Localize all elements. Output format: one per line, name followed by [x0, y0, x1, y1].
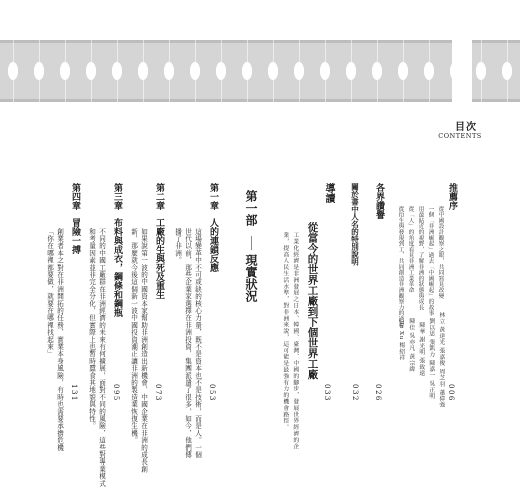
page-number: 053 — [208, 384, 216, 402]
chapter-label[interactable]: 第四章 — [70, 183, 80, 210]
foreword-credits: 劉以思 張凱力 陳嘉一 吳正明 — [427, 318, 434, 400]
chapter-summary-line: 這場變革中不可或缺的核心力量，既不是資本也不是技術，而是人。一個 — [193, 228, 202, 459]
chapter-summary-line: 新，那麼就今後這個新一波中國投資潮正讓非洲的製造業恢復生機。 — [129, 228, 138, 444]
foreword-line: 從中國設計觀察之眼，共同寫見改變 — [437, 206, 444, 299]
foreword-line: 用最貼近的視野，了解非洲的狀態與成長 — [417, 206, 424, 311]
page-title: 目次 — [455, 122, 477, 133]
toc-heading-praise[interactable]: 各界讚譽 — [374, 183, 384, 219]
foreword-credits: 陳佳 吳亦凡 黃宗緯 — [407, 318, 414, 373]
chapter-summary-line: 播了非洲。 — [173, 228, 182, 264]
chapter-title[interactable]: 冒險一搏 — [70, 218, 80, 254]
ornamental-header-band — [0, 40, 520, 102]
foreword-credits: 林立 黃達光 張嘉俊 周芝羽 蕭偉強 — [437, 312, 444, 408]
introduction-title[interactable]: 從當今的世界工廠到下個世界工廠 — [306, 222, 319, 380]
chapter-summary-line: 世代以前，那些企業家選擇在非洲投資，集團派遣了很多，如今，他們傳 — [183, 228, 192, 459]
foreword-line: 一個「非洲崛起」過去「中國崛起」的故事 — [427, 206, 434, 317]
foreword-credits: 陳華 謝光明 張致遠 — [417, 322, 424, 377]
part-label[interactable]: 第一部 — [244, 190, 258, 226]
foreword-line: 從衍生與發現到工，共同創造非洲觀察力的過程 — [397, 206, 404, 328]
part-title[interactable]: 現實狀況 — [244, 254, 258, 302]
chapter-label[interactable]: 第三章 — [112, 183, 122, 210]
part-divider — [251, 236, 252, 250]
page-number: 032 — [351, 384, 359, 402]
page-number: 095 — [112, 384, 120, 402]
foreword-credits: Jie Xu 楊紹祥 — [397, 320, 404, 361]
introduction-line: 工業化經濟是非洲發展之日本、韓國、臺灣、中國的腳步，發展世界經濟的企 — [291, 232, 298, 450]
toc-heading-name-note[interactable]: 關於書中人名的特別說明 — [350, 183, 360, 266]
chapter-summary-line: 如果說第一波的中國資本家幫助非洲創造出新機會，中國企業在非洲的成長創 — [139, 228, 148, 473]
page-number: 033 — [323, 384, 331, 402]
page-number: 006 — [447, 384, 455, 402]
page-number: 073 — [154, 384, 162, 402]
chapter-summary-line: 和考量因素並非完全分化，但實際上也暫時蠶食其地貌與特性。 — [87, 228, 96, 430]
page-number: 026 — [374, 384, 382, 402]
toc-heading-foreword[interactable]: 推薦序 — [447, 183, 457, 210]
chapter-summary-line: 「你在哪裡都要做，就要在哪裡找起來」 — [45, 228, 54, 358]
chapter-summary-line: 不同的中國工廠群在非洲經濟的未來有何擴展，面對不同的風險，這些對專業模式 — [97, 228, 106, 488]
toc-heading-introduction-label[interactable]: 導讀 — [323, 183, 334, 203]
introduction-line: 業，提高人民生活水準，對非洲來說，這可能是最強有力的機會路徑。 — [281, 232, 288, 431]
chapter-title[interactable]: 人的連鎖反應 — [208, 218, 218, 272]
chapter-summary-line: 創業者本之對在非洲開拓的任務、實業本身風險，有時也需要承擔危機 — [55, 228, 64, 452]
chapter-label[interactable]: 第一章 — [208, 183, 218, 210]
chapter-title[interactable]: 布料與成衣，鋼條和鋼瓶 — [112, 218, 122, 317]
page-title-english: CONTENTS — [438, 132, 482, 140]
foreword-line: 從「人」的角度看見非洲工業革命 — [407, 206, 414, 293]
header-band-gap — [452, 40, 472, 102]
chapter-title[interactable]: 工廠的生與死及重生 — [154, 218, 164, 299]
page-number: 131 — [70, 384, 78, 402]
chapter-label[interactable]: 第二章 — [154, 183, 164, 210]
